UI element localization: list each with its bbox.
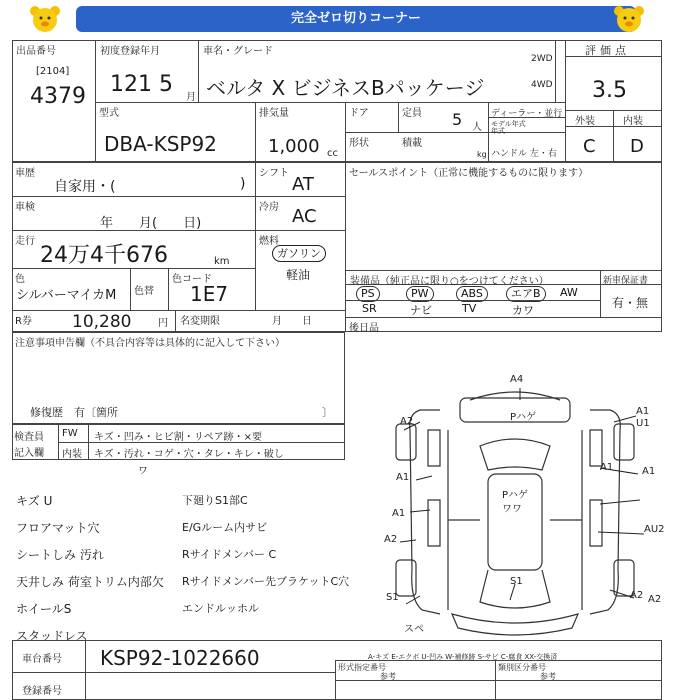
equipment-item-label: エアB (506, 286, 546, 302)
equipment-item-label: PS (356, 286, 380, 302)
mileage-label: 走行 (15, 236, 35, 247)
remark-item: 天井しみ 荷室トリム内部欠 (16, 575, 164, 589)
category-label: 類別区分番号 (498, 663, 546, 672)
repair-label: 修復歴 有〔箇所 (30, 406, 118, 419)
lot-small: [2104] (36, 66, 70, 77)
shift-label: シフト (259, 168, 289, 179)
diagram-label: A1 (636, 406, 650, 417)
interior-value: D (630, 136, 644, 157)
color-code-label: 色コード (172, 274, 212, 285)
exterior-label: 外装 (575, 116, 595, 127)
exterior-value: C (583, 136, 596, 157)
model-label: 型式 (99, 108, 119, 119)
inspector-mark: ワ (138, 466, 148, 477)
remark-item: スタッドレス (16, 629, 88, 643)
equipment-item (456, 286, 488, 302)
equipment-item-label: AW (560, 286, 578, 299)
interior-label: 内装 (623, 116, 643, 127)
aircon-label: 冷房 (259, 202, 279, 213)
drive-4wd: 4WD (531, 80, 553, 90)
equipment-item-label: ナビ (410, 304, 432, 317)
aircon-value: AC (292, 206, 317, 227)
equipment-label: 装備品（純正品に限り○をつけてください） (350, 276, 549, 287)
inspector-label: 検査員 (14, 432, 44, 443)
displacement-unit: cc (327, 148, 338, 159)
diagram-label: ワワ (502, 504, 522, 515)
remark-item: シートしみ 汚れ (16, 548, 104, 562)
load-unit: kg (477, 150, 487, 159)
displacement-value: 1,000 (268, 136, 320, 157)
usage-close: ) (240, 176, 246, 192)
remark-item: エンドルッホル (182, 602, 259, 615)
page-title: 完全ゼロ切りコーナー (76, 6, 636, 32)
diagram-label: スペ (404, 624, 424, 635)
handle-label: ハンドル 左・右 (491, 149, 557, 159)
lot-label: 出品番号 (16, 46, 56, 57)
color-value: シルバーマイカM (16, 288, 117, 303)
notes-label: 注意事項申告欄（不具合内容等は具体的に記入して下さい） (15, 338, 285, 349)
lot-number: 4379 (30, 84, 86, 109)
shift-value: AT (292, 174, 314, 195)
diagram-label: A1 (642, 466, 656, 477)
remark-item: 下廻りS1部C (182, 494, 248, 507)
recycle-unit: 円 (158, 318, 168, 329)
recycle-value: 10,280 (72, 312, 132, 332)
int-items: キズ・汚れ・コゲ・穴・タレ・キレ・破し (94, 449, 284, 460)
diagram-label: U1 (636, 418, 650, 429)
equipment-item (560, 286, 578, 299)
remark-item: フロアマット穴 (16, 521, 100, 535)
fuel-gas-circled (272, 245, 326, 262)
inspection-label: 車検 (15, 202, 35, 213)
equipment-item-label: ABS (456, 286, 488, 302)
name-value: ベルタ X ビジネスBパッケージ (206, 76, 485, 100)
mascot-left-icon (28, 4, 62, 34)
remark-item: E/Gルーム内サビ (182, 521, 268, 534)
recycle-label: R券 (15, 316, 32, 327)
usage-label: 車歴 (15, 168, 35, 179)
new-warranty-value: 有・無 (612, 296, 649, 310)
model-type-label2: 参考 (380, 672, 396, 681)
post-items-label: 後日品 (349, 323, 379, 334)
new-warranty-label: 新車保証書 (603, 276, 649, 286)
mascot-right-icon (612, 4, 646, 34)
entry-label: 記入欄 (14, 448, 44, 459)
chassis-value: KSP92-1022660 (100, 646, 260, 670)
fuel-label: 燃料 (259, 236, 279, 247)
usage-value: 自家用・( (54, 179, 116, 195)
first-reg-label: 初度登録年月 (100, 46, 160, 57)
score-value: 3.5 (592, 78, 627, 103)
diagram-legend: A-キズ E-エクボ U-凹み W-補修跡 S-サビ C-腐食 XX-交換済 (368, 653, 558, 661)
fw-label: FW (62, 428, 78, 439)
model-year-label: モデル年式 (491, 120, 526, 128)
inspection-value: 年 月( 日) (100, 216, 202, 231)
equipment-item-label: カワ (512, 304, 534, 317)
category-label2: 参考 (540, 672, 556, 681)
remark-item: キズ U (16, 494, 53, 508)
capacity-value: 5 (452, 110, 463, 129)
diagram-label: A2 (384, 534, 398, 545)
first-reg-month-unit: 月 (186, 92, 196, 103)
diagram-label: A1 (392, 508, 406, 519)
model-value: DBA-KSP92 (104, 132, 217, 156)
displacement-label: 排気量 (259, 108, 289, 119)
diagram-label: A1 (396, 472, 410, 483)
color-code-value: 1E7 (190, 282, 229, 306)
capacity-unit: 人 (472, 122, 482, 133)
diagram-label: Pハゲ (510, 412, 537, 423)
name-change-value: 月 日 (272, 316, 312, 327)
diagram-label: A2 (630, 590, 644, 601)
equipment-item-label: SR (362, 302, 377, 315)
shape-label: 形状 (349, 138, 369, 149)
fuel-diesel: 軽油 (286, 268, 311, 282)
score-label: 評価点 (585, 44, 630, 57)
repair-close: 〕 (322, 406, 333, 419)
diagram-label: S1 (386, 592, 399, 603)
equipment-item (506, 286, 546, 302)
model-type-label: 形式指定番号 (338, 663, 386, 672)
chassis-label: 車台番号 (22, 654, 62, 665)
capacity-label: 定員 (402, 108, 422, 119)
diagram-label: A2 (400, 416, 414, 427)
fuel-gas: ガソリン (277, 247, 321, 260)
registration-label: 登録番号 (22, 686, 62, 697)
mileage-value: 24万4千676 (40, 243, 168, 268)
drive-2wd: 2WD (531, 54, 553, 64)
remark-item: Rサイドメンバー先ブラケットC穴 (182, 575, 350, 588)
diagram-label: A1 (600, 462, 614, 473)
color-change-label: 色替 (134, 286, 154, 297)
first-reg-value: 121 5 (110, 72, 173, 97)
remark-item: Rサイドメンバー C (182, 548, 277, 561)
fw-items: キズ・凹み・ヒビ割・リペア跡・×要 (94, 432, 262, 443)
diagram-label: A2 (648, 594, 662, 605)
door-label: ドア (349, 108, 369, 119)
load-label: 積載 (402, 138, 422, 149)
diagram-label: AU2 (644, 524, 665, 535)
equipment-item-label: TV (462, 302, 477, 315)
remark-item: ホイールS (16, 602, 72, 616)
sales-label: セールスポイント（正常に機能するものに限ります） (349, 168, 589, 179)
car-damage-diagram (360, 370, 690, 650)
name-label: 車名・グレード (203, 46, 273, 57)
equipment-item-label: PW (406, 286, 434, 302)
dealer-label: ディーラー・並行 (491, 109, 563, 119)
equipment-item (406, 286, 434, 302)
color-label: 色 (15, 274, 25, 285)
diagram-label: Pハゲ (502, 490, 529, 501)
model-year-label2: 年式 (491, 127, 505, 135)
equipment-item (356, 286, 380, 302)
diagram-label: S1 (510, 576, 523, 587)
int-label: 内装 (62, 449, 82, 460)
name-change-label: 名変期限 (180, 316, 220, 327)
mileage-unit: km (214, 256, 230, 267)
diagram-label: A4 (510, 374, 524, 385)
